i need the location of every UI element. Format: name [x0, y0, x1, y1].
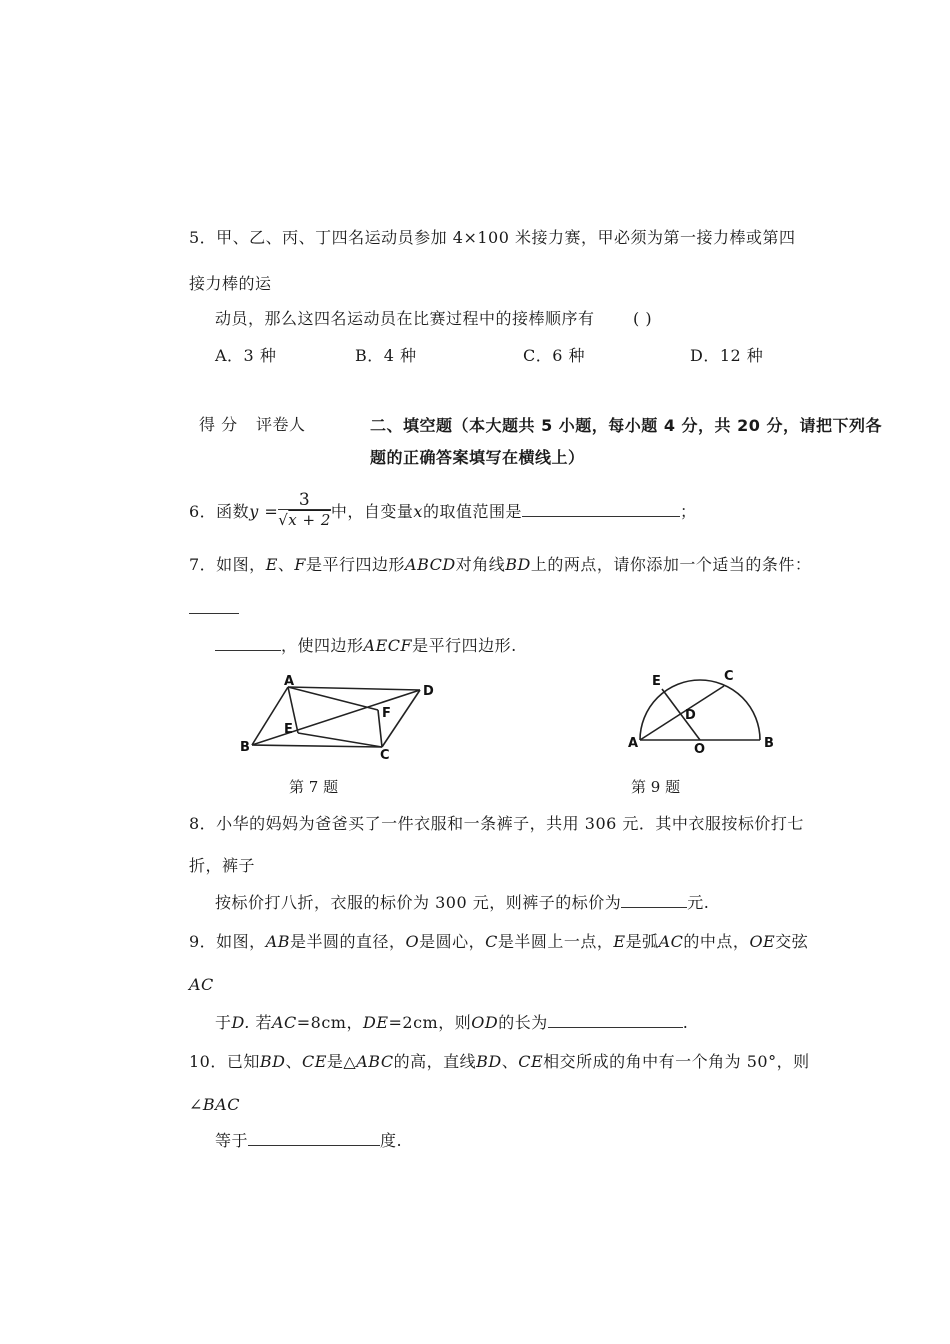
q5-option-d: D．12 种 [690, 346, 764, 365]
section-title-line1: 二、填空题（本大题共 5 小题，每小题 4 分，共 20 分，请把下列各 [370, 416, 882, 435]
fig9-label-a: A [628, 736, 639, 751]
q5-line1: 5．甲、乙、丙、丁四名运动员参加 4×100 米接力赛，甲必须为第一接力棒或第四 [189, 228, 796, 247]
q5-answer-paren: ( ) [633, 309, 653, 328]
q10-answer-blank[interactable] [248, 1131, 380, 1146]
q5-line3: 动员，那么这四名运动员在比赛过程中的接棒顺序有 [215, 309, 595, 328]
diagonal-bd [252, 690, 420, 745]
q6-line: 6．函数y = $\frac{3}{√x + 2}$ 中，自变量x的取值范围是 ； [189, 490, 697, 529]
segment-af [288, 687, 378, 710]
chord-ac [640, 686, 724, 740]
q8-answer-blank[interactable] [621, 893, 687, 908]
fig7-label-b: B [240, 740, 250, 755]
fig7-label-a: A [284, 675, 295, 689]
q9-answer-blank[interactable] [548, 1013, 683, 1028]
figure-9-caption: 第 9 题 [631, 778, 681, 796]
q7-line3: ，使四边形AECF是平行四边形. [215, 636, 517, 656]
q9-line3: 于D. 若AC=8cm，DE=2cm，则OD的长为 . [215, 1013, 689, 1032]
fig9-label-c: C [724, 669, 734, 684]
figure-7-parallelogram [230, 675, 450, 765]
q9-line1: 9．如图，AB是半圆的直径，O是圆心，C是半圆上一点，E是弧AC的中点，OE交弦 [189, 932, 809, 951]
fig9-label-b: B [764, 736, 774, 751]
q6-answer-blank[interactable] [522, 502, 680, 517]
q9-line2: AC [189, 975, 214, 994]
q5-option-a: A．3 种 [215, 346, 277, 365]
q8-line1: 8．小华的妈妈为爸爸买了一件衣服和一条裤子，共用 306 元．其中衣服按标价打七 [189, 814, 804, 833]
fig9-label-e: E [652, 674, 661, 689]
q6-fraction: $\frac{3}{√x + 2}$ [278, 490, 331, 529]
semicircle-arc [640, 680, 760, 740]
q7-answer-blank-1[interactable] [189, 613, 239, 614]
q8-line2: 折，裤子 [189, 856, 256, 875]
fig7-label-d: D [423, 684, 434, 699]
q5-option-b: B．4 种 [355, 346, 417, 365]
q8-line3: 按标价打八折，衣服的标价为 300 元，则裤子的标价为 元. [215, 893, 710, 912]
q7-line1: 7．如图，E、F是平行四边形ABCD对角线BD上的两点，请你添加一个适当的条件： [189, 555, 812, 574]
fig9-label-d: D [685, 708, 696, 723]
fig9-label-o: O [694, 742, 706, 757]
edge-bc [252, 745, 382, 747]
fig7-label-c: C [380, 748, 390, 763]
fig7-label-f: F [382, 706, 391, 721]
grader-label: 评卷人 [256, 415, 306, 434]
q5-line2: 接力棒的运 [189, 274, 272, 293]
edge-ad [288, 687, 420, 690]
edge-ab [252, 687, 288, 745]
q10-line3: 等于 度. [215, 1131, 403, 1150]
q5-option-c: C．6 种 [523, 346, 586, 365]
q10-line1: 10．已知BD、CE是△ABC的高，直线BD、CE相交所成的角中有一个角为 50°，则 [189, 1052, 810, 1071]
figure-9-semicircle [620, 665, 790, 760]
fig7-label-e: E [284, 722, 293, 737]
score-label: 得 分 [199, 415, 238, 434]
q10-line2: ∠BAC [189, 1095, 240, 1114]
figure-7-caption: 第 7 题 [289, 778, 339, 796]
q7-answer-blank-2[interactable] [215, 636, 281, 651]
section-title-line2: 题的正确答案填写在横线上） [370, 448, 585, 467]
segment-ec [298, 733, 382, 747]
